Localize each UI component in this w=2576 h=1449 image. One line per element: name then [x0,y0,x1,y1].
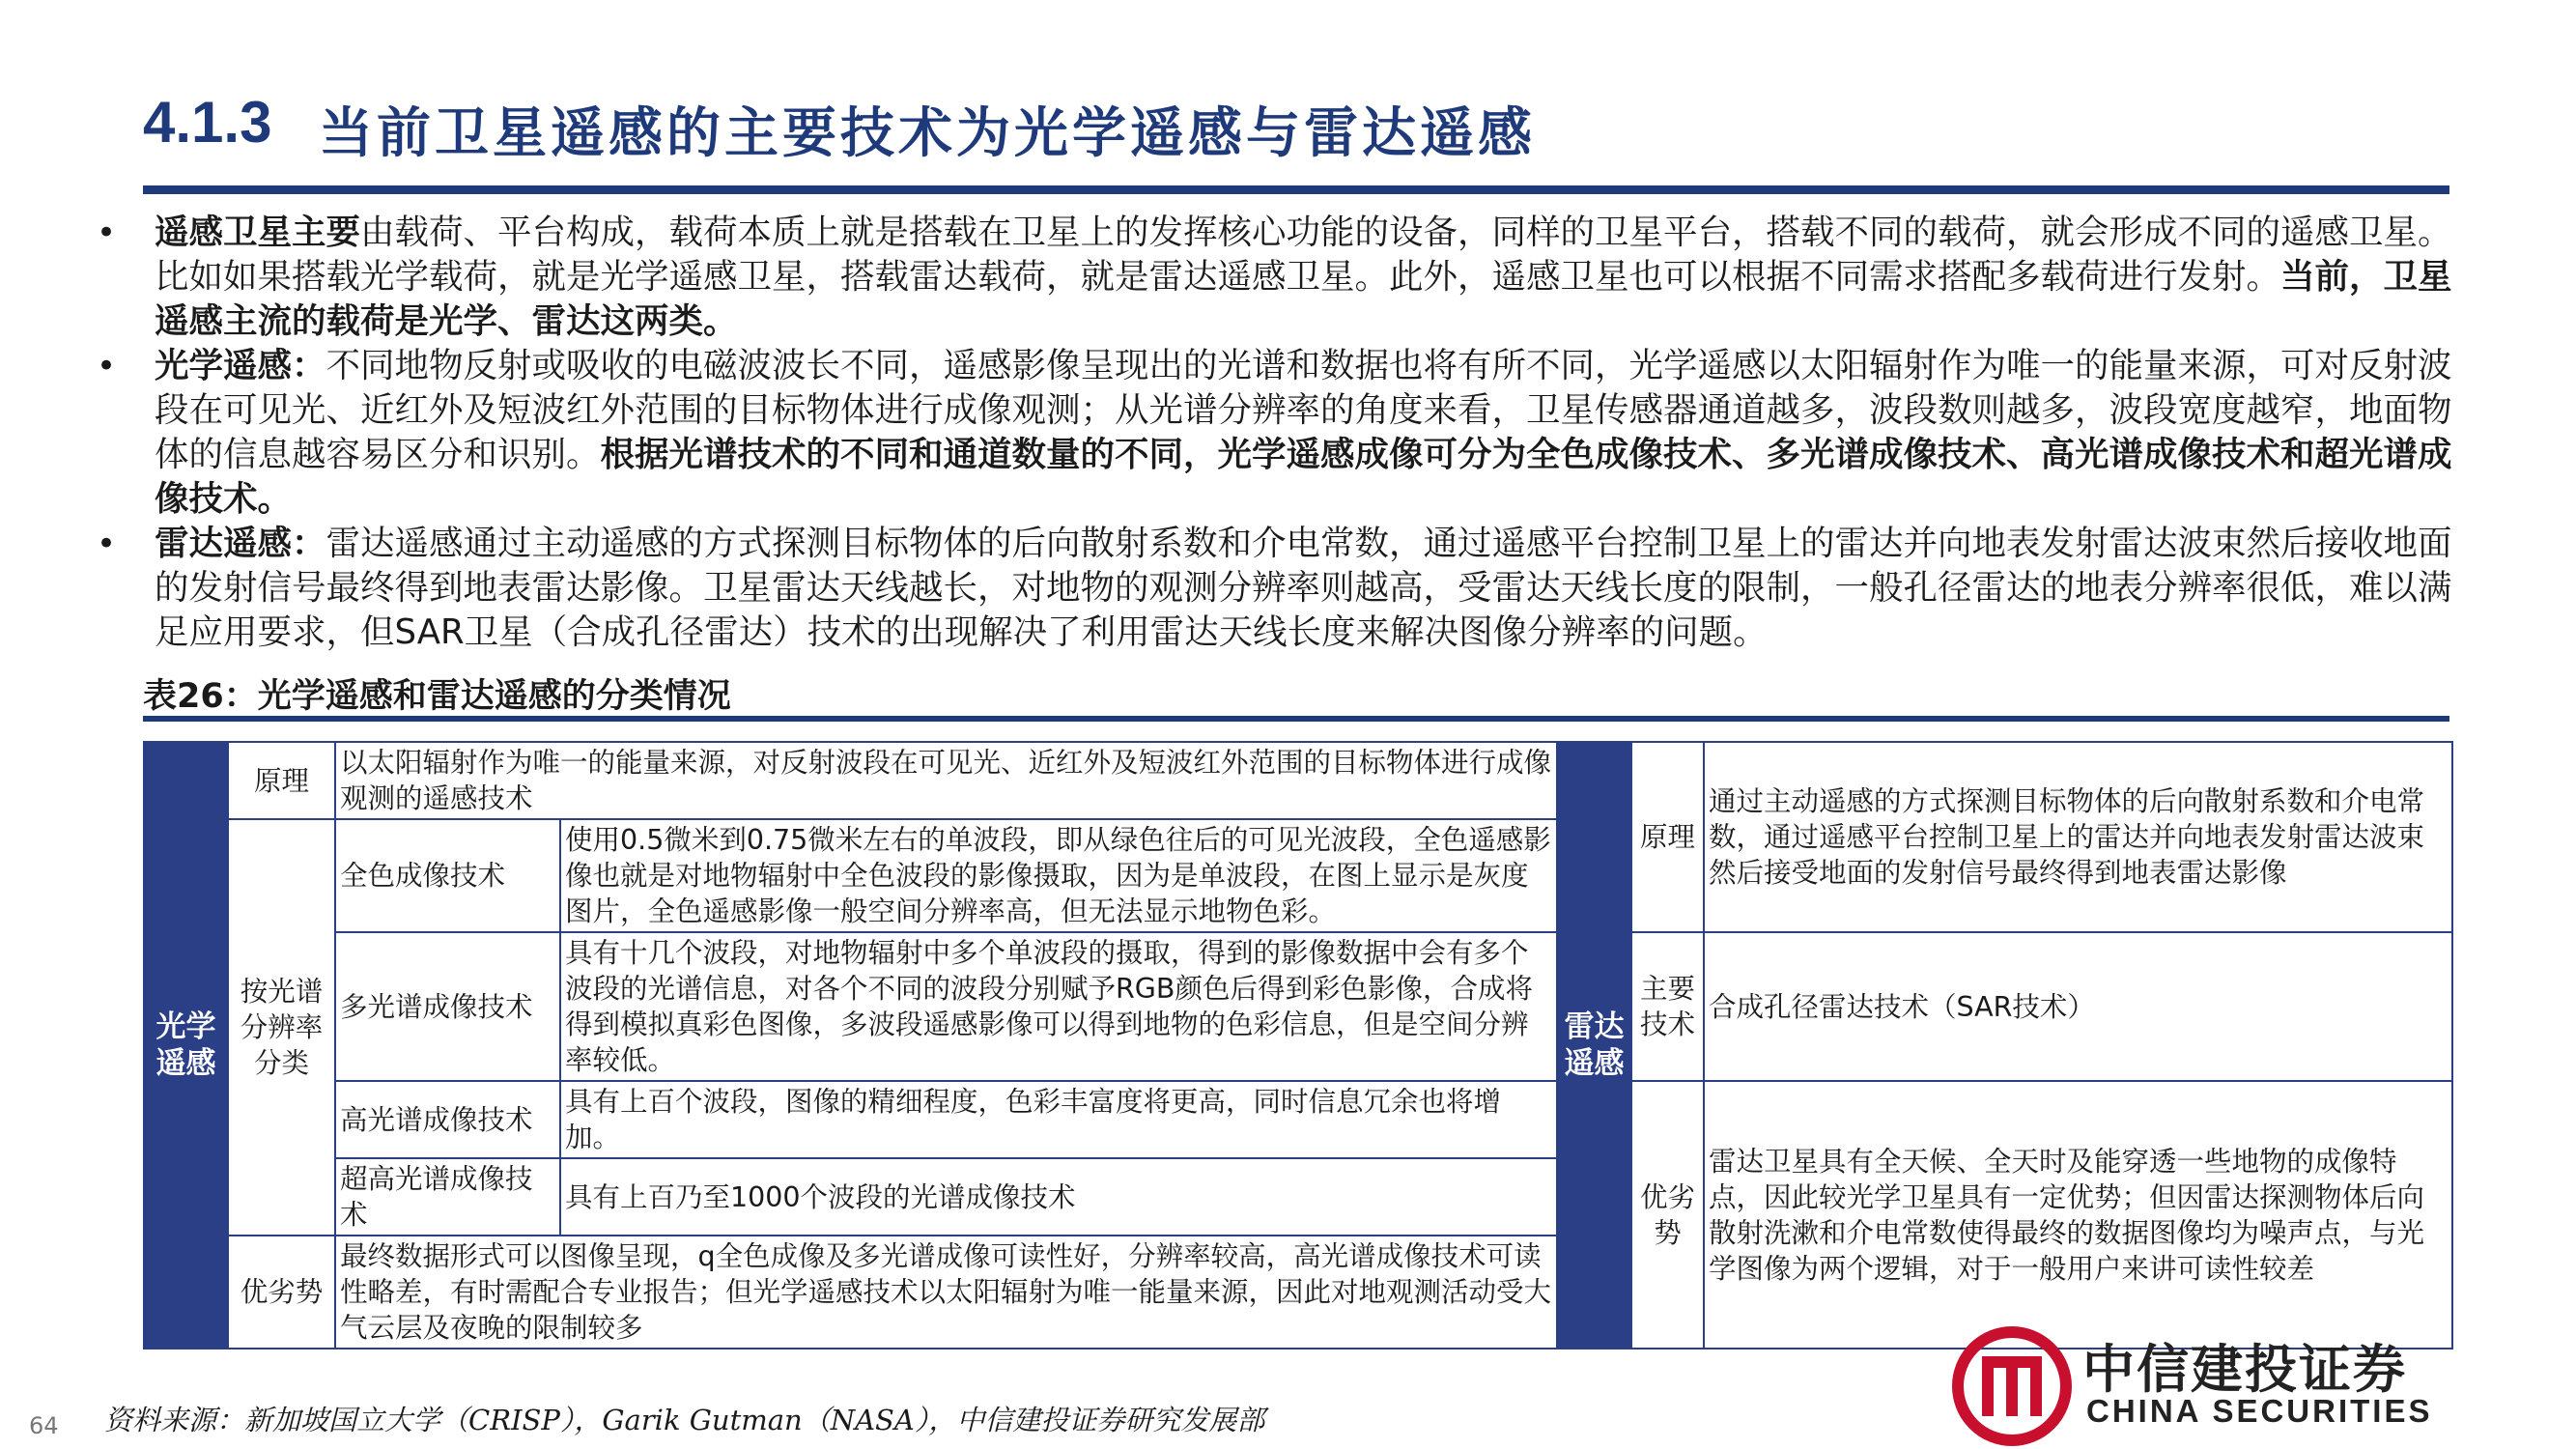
bullet-item [97,522,2461,655]
radar-pros-text: 雷达卫星具有全天候、全天时及能穿透一些地物的成像特点，因此较光学卫星具有一定优势；但因雷达探测物体后向散射洗漱和介电常数使得最终的数据图像均为噪声点，与光学图像为两个逻辑，对于一般用户来讲可读性较差 [1704,1081,2452,1349]
bullet-item [97,211,2461,344]
table-row [144,742,2452,819]
bullet-dot-icon: • [97,347,117,385]
table-row [144,932,2452,1081]
radar-category-cell: 雷达遥感 [1557,742,1631,1349]
radar-principle-label: 原理 [1631,742,1704,932]
bullet-list [97,211,2461,655]
technique-desc: 使用0.5微米到0.75微米左右的单波段，即从绿色往后的可见光波段，全色遥感影像也就是对地物辐射中全色波段的影像摄取，因为是单波段，在图上显示是灰度图片，全色遥感影像一般空间分辨率高，但无法显示地物色彩。 [560,819,1557,932]
bullet-text: 不同地物反射或吸收的电磁波波长不同，遥感影像呈现出的光谱和数据也将有所不同，光学遥感以太阳辐射作为唯一的能量来源，可对反射波段在可见光、近红外及短波红外范围的目标物体进行成像观测；从光谱分辨率的角度来看，卫星传感器通道越多，波段数则越多，波段宽度越窄，地面物体的信息越容易区分和识别。 [155,346,2452,474]
source-note: 资料来源：新加坡国立大学（CRISP），Garik Gutman（NASA），中信建投证券研究发展部 [104,1404,1265,1436]
radar-principle-text: 通过主动遥感的方式探测目标物体的后向散射系数和介电常数，通过遥感平台控制卫星上的雷达并向地表发射雷达波束然后接受地面的发射信号最终得到地表雷达影像 [1704,742,2452,932]
logo-chinese-name: 中信建投证券 [2082,1338,2407,1400]
title-divider [143,185,2449,194]
radar-tech-label: 主要技术 [1631,932,1704,1081]
page-title: 当前卫星遥感的主要技术为光学遥感与雷达遥感 [319,102,1536,165]
optical-pros-text: 最终数据形式可以图像呈现，q全色成像及多光谱成像可读性好，分辨率较高，高光谱成像技术可读性略差，有时需配合专业报告；但光学遥感技术以太阳辐射为唯一能量来源，因此对地观测活动受大气云层及夜晚的限制较多 [335,1236,1557,1349]
radar-pros-label: 优劣势 [1631,1081,1704,1349]
optical-category-cell: 光学遥感 [144,742,228,1349]
bullet-dot-icon: • [97,213,117,252]
optical-principle-label: 原理 [228,742,335,819]
table-caption-divider [143,716,2449,722]
bullet-text: 由载荷、平台构成，载荷本质上就是搭载在卫星上的发挥核心功能的设备，同样的卫星平台，搭载不同的载荷，就会形成不同的遥感卫星。比如如果搭载光学载荷，就是光学遥感卫星，搭载雷达载荷，就是雷达遥感卫星。此外，遥感卫星也可以根据不同需求搭配多载荷进行发射。 [155,213,2452,297]
optical-principle-text: 以太阳辐射作为唯一的能量来源，对反射波段在可见光、近红外及短波红外范围的目标物体进行成像观测的遥感技术 [335,742,1557,819]
page-number: 64 [29,1412,59,1439]
technique-name: 高光谱成像技术 [335,1081,560,1158]
technique-name: 超高光谱成像技术 [335,1158,560,1236]
bullet-lead: 雷达遥感： [155,524,326,563]
bullet-dot-icon: • [97,525,117,563]
bullet-emphasis: 当前，卫星遥感主流的载荷是光学、雷达这两类。 [155,257,2452,341]
bullet-item [97,344,2461,522]
logo-english-name: CHINA SECURITIES [2086,1393,2433,1429]
bullet-lead: 遥感卫星主要 [155,213,361,252]
technique-desc: 具有上百个波段，图像的精细程度，色彩丰富度将更高，同时信息冗余也将增加。 [560,1081,1557,1158]
bullet-text: 雷达遥感通过主动遥感的方式探测目标物体的后向散射系数和介电常数，通过遥感平台控制卫星上的雷达并向地表发射雷达波束然后接收地面的发射信号最终得到地表雷达影像。卫星雷达天线越长，对地物的观测分辨率则越高，受雷达天线长度的限制，一般孔径雷达的地表分辨率很低，难以满足应用要求，但SAR卫星（合成孔径雷达）技术的出现解决了利用雷达天线长度来解决图像分辨率的问题。 [155,524,2452,652]
technique-name: 全色成像技术 [335,819,560,932]
technique-name: 多光谱成像技术 [335,932,560,1081]
technique-desc: 具有十几个波段，对地物辐射中多个单波段的摄取，得到的影像数据中会有多个波段的光谱信息，对各个不同的波段分别赋予RGB颜色后得到彩色影像，合成将得到模拟真彩色图像，多波段遥感影像可以得到地物的色彩信息，但是空间分辨率较低。 [560,932,1557,1081]
table-caption: 表26：光学遥感和雷达遥感的分类情况 [143,677,731,716]
technique-desc: 具有上百乃至1000个波段的光谱成像技术 [560,1158,1557,1236]
citic-logo-icon [1951,1325,2073,1447]
bullet-emphasis: 根据光谱技术的不同和通道数量的不同，光学遥感成像可分为全色成像技术、多光谱成像技术、高光谱成像技术和超光谱成像技术。 [155,435,2452,519]
radar-tech-text: 合成孔径雷达技术（SAR技术） [1704,932,2452,1081]
optical-pros-label: 优劣势 [228,1236,335,1349]
bullet-lead: 光学遥感： [155,346,326,385]
table-row [144,1081,2452,1158]
section-number: 4.1.3 [143,90,272,155]
classification-table [143,741,2453,1350]
optical-group-label: 按光谱分辨率分类 [228,819,335,1236]
